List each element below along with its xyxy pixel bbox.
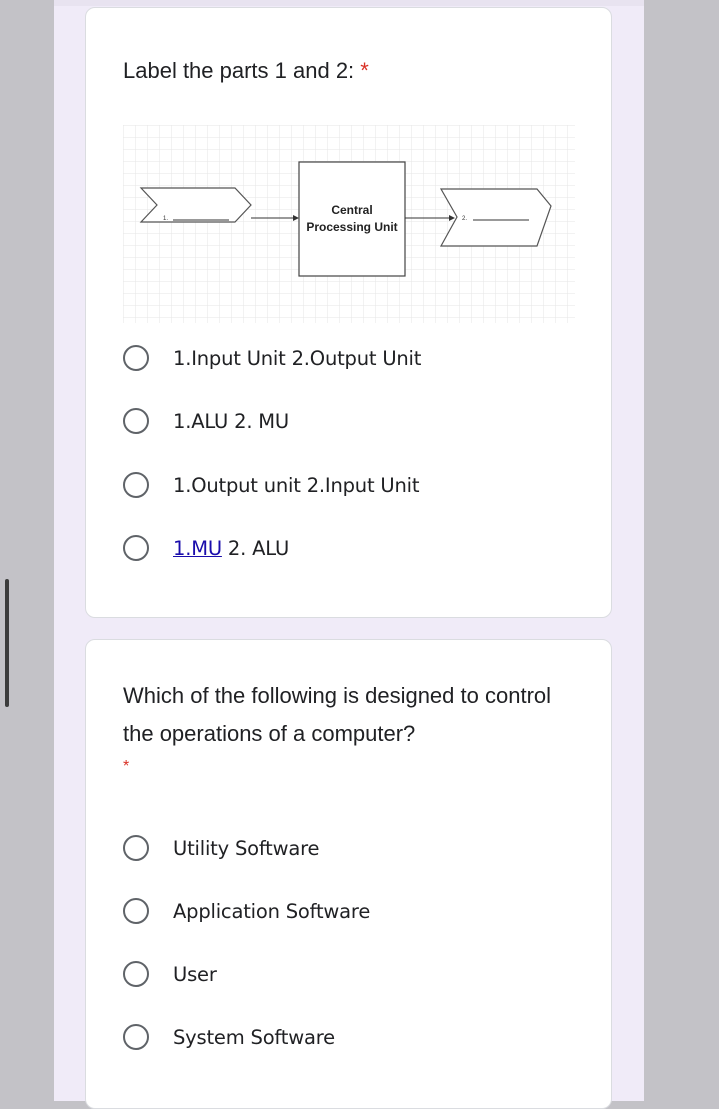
radio-circle[interactable]	[123, 345, 149, 371]
option-user[interactable]	[123, 958, 217, 990]
question-1-text: Label the parts 1 and 2:	[123, 58, 355, 83]
top-divider	[54, 0, 644, 6]
cpu-box	[299, 162, 405, 276]
option-mu-alu[interactable]	[123, 532, 289, 564]
left-part-label: 1.	[163, 216, 169, 222]
option-label: 1.Input Unit 2.Output Unit	[173, 346, 422, 370]
cpu-diagram	[123, 125, 575, 323]
option-system-software[interactable]	[123, 1021, 335, 1053]
question-card-2	[85, 639, 612, 1109]
cpu-label-line1: Central	[331, 203, 373, 217]
option-output-input[interactable]	[123, 469, 419, 501]
radio-circle[interactable]	[123, 408, 149, 434]
right-part-label: 2.	[462, 216, 468, 222]
radio-circle[interactable]	[123, 1024, 149, 1050]
option-application-software[interactable]	[123, 895, 370, 927]
form-page	[54, 0, 644, 1101]
option-label	[173, 537, 289, 560]
radio-circle[interactable]	[123, 961, 149, 987]
scroll-indicator[interactable]	[5, 579, 9, 707]
question-1-title	[123, 52, 369, 90]
option-utility-software[interactable]	[123, 832, 319, 864]
option-label: 1.ALU 2. MU	[173, 409, 290, 433]
question-2-title: Which of the following is designed to control the operations of a computer?	[123, 683, 552, 746]
option-label: System Software	[173, 1025, 335, 1049]
option-alu-mu[interactable]	[123, 405, 289, 437]
option-link-text[interactable]: 1.MU	[173, 536, 222, 560]
radio-circle[interactable]	[123, 898, 149, 924]
question-card-1	[85, 7, 612, 618]
radio-circle[interactable]	[123, 472, 149, 498]
output-chevron-shape	[441, 189, 551, 246]
input-chevron-shape	[141, 188, 251, 222]
option-label: Application Software	[173, 899, 371, 923]
option-label: Utility Software	[173, 836, 320, 860]
option-rest-text: 2. ALU	[221, 536, 290, 560]
required-mark: *	[123, 758, 130, 775]
option-label: User	[173, 962, 217, 986]
radio-circle[interactable]	[123, 535, 149, 561]
radio-circle[interactable]	[123, 835, 149, 861]
required-mark: *	[360, 58, 369, 83]
option-label: 1.Output unit 2.Input Unit	[173, 473, 420, 497]
option-input-output[interactable]	[123, 342, 421, 374]
cpu-label-line2: Processing Unit	[306, 220, 398, 234]
